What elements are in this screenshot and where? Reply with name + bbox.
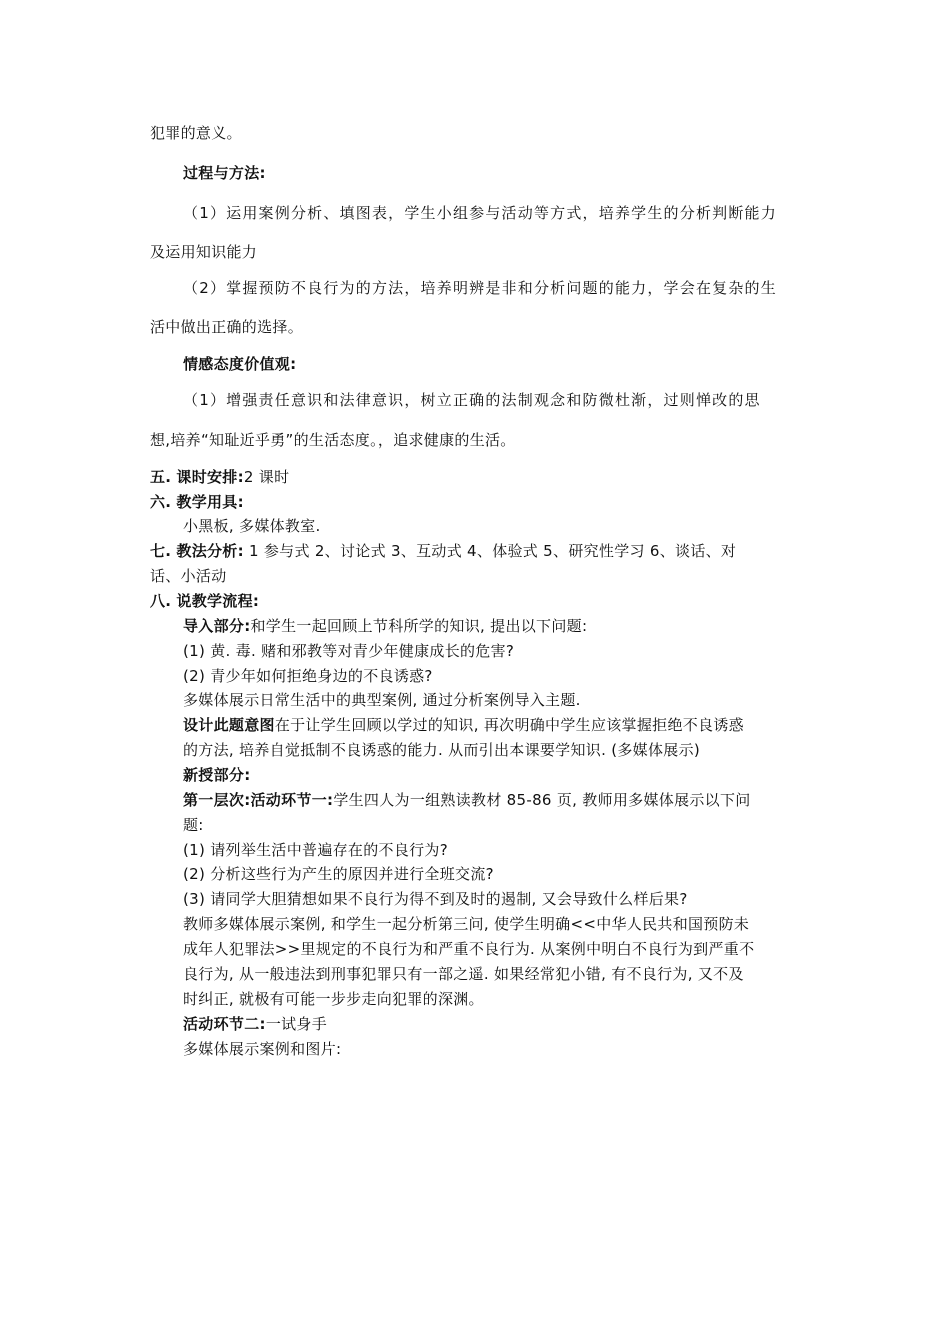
- activity-2-label: 活动环节二:: [183, 1015, 266, 1033]
- section-5-schedule: [150, 467, 289, 487]
- process-item-1: （1）运用案例分析、填图表，学生小组参与活动等方式，培养学生的分析判断能力: [183, 204, 777, 222]
- activity-question-1: (1) 请列举生活中普遍存在的不良行为?: [183, 841, 448, 859]
- section-7-text-cont: 话、小活动: [150, 567, 227, 585]
- section-8-label: 说教学流程:: [176, 592, 260, 610]
- layer-1-label: 第一层次:活动环节一:: [183, 791, 334, 809]
- emotion-item-1-cont: 想,培养“知耻近乎勇”的生活态度。，追求健康的生活。: [150, 431, 516, 449]
- section-6-number: 六.: [150, 493, 172, 511]
- teacher-case-line-2: 成年人犯罪法>>里规定的不良行为和严重不良行为. 从案例中明白不良行为到严重不: [183, 940, 755, 958]
- layer-1-text: 学生四人为一组熟读教材 85-86 页, 教师用多媒体展示以下问: [333, 791, 751, 809]
- process-item-2-cont: 活中做出正确的选择。: [150, 318, 304, 336]
- section-7-methods: [150, 541, 736, 561]
- section-6-text: 小黑板, 多媒体教室.: [183, 517, 321, 535]
- emotion-item-1: （1）增强责任意识和法律意识，树立正确的法制观念和防微杜渐，过则惮改的思: [183, 391, 761, 409]
- process-item-1-cont: 及运用知识能力: [150, 243, 258, 261]
- teacher-case-line-3: 良行为, 从一般违法到刑事犯罪只有一部之遥. 如果经常犯小错, 有不良行为, 又不及: [183, 965, 744, 983]
- design-intent-cont: 的方法, 培养自觉抵制不良诱惑的能力. 从而引出本课要学知识. (多媒体展示): [183, 741, 701, 759]
- intro-question-1: (1) 黄. 毒. 赌和邪教等对青少年健康成长的危害?: [183, 642, 515, 660]
- layer-1-text-cont: 题:: [183, 816, 204, 834]
- teacher-case-line-4: 时纠正, 就极有可能一步步走向犯罪的深渊。: [183, 990, 484, 1008]
- section-5-text: 2 课时: [243, 468, 290, 486]
- section-7-number: 七.: [150, 542, 172, 560]
- activity-2-text: 一试身手: [265, 1015, 328, 1033]
- design-intent: [183, 715, 744, 735]
- section-8-number: 八.: [150, 592, 172, 610]
- teacher-case-line-1: 教师多媒体展示案例, 和学生一起分析第三问, 使学生明确<<中华人民共和国预防未: [183, 915, 750, 933]
- activity-question-3: (3) 请同学大胆猜想如果不良行为得不到及时的遏制, 又会导致什么样后果?: [183, 890, 688, 908]
- design-text: 在于让学生回顾以学过的知识, 再次明确中学生应该掌握拒绝不良诱惑: [274, 716, 744, 734]
- process-method-heading: 过程与方法:: [183, 164, 266, 182]
- design-label: 设计此题意图: [183, 716, 275, 734]
- intro-question-2: (2) 青少年如何拒绝身边的不良诱惑?: [183, 667, 433, 685]
- intro-media: 多媒体展示日常生活中的典型案例, 通过分析案例导入主题.: [183, 691, 581, 709]
- section-5-number: 五.: [150, 468, 172, 486]
- layer-1-activity-1: [183, 790, 751, 810]
- section-7-label: 教法分析:: [176, 542, 244, 560]
- section-5-label: 课时安排:: [176, 468, 244, 486]
- activity-2: [183, 1014, 327, 1034]
- section-6-label: 教学用具:: [176, 493, 244, 511]
- section-8-flow: [150, 591, 259, 611]
- new-lesson-heading: 新授部分:: [183, 766, 251, 784]
- section-6-tools: [150, 492, 244, 512]
- section-7-text: 1 参与式 2、讨论式 3、互动式 4、体验式 5、研究性学习 6、谈话、对: [243, 542, 737, 560]
- intro-label: 导入部分:: [183, 617, 251, 635]
- objective-continuation: 犯罪的意义。: [150, 124, 242, 142]
- activity-question-2: (2) 分析这些行为产生的原因并进行全班交流?: [183, 865, 494, 883]
- emotion-values-heading: 情感态度价值观:: [183, 355, 297, 373]
- process-item-2: （2）掌握预防不良行为的方法，培养明辨是非和分析问题的能力，学会在复杂的生: [183, 279, 777, 297]
- intro-text: 和学生一起回顾上节科所学的知识, 提出以下问题:: [250, 617, 588, 635]
- intro-part: [183, 616, 587, 636]
- activity-2-media: 多媒体展示案例和图片:: [183, 1040, 342, 1058]
